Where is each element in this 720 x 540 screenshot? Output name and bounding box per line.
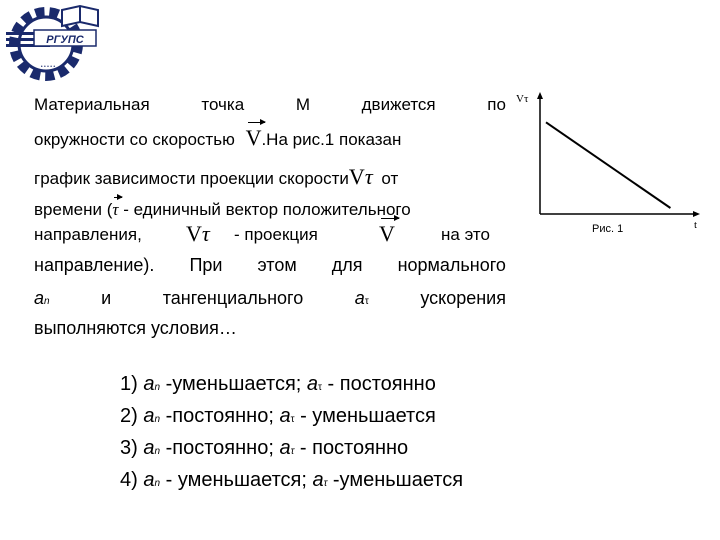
problem-line-6 [34, 255, 506, 276]
tangential-acceleration: aτ [354, 288, 369, 308]
answer-option-4[interactable]: 4) an - уменьшается; aτ -уменьшается [120, 469, 464, 491]
y-axis-arrow [537, 92, 543, 99]
word: Материальная [34, 95, 150, 114]
chart-caption: Рис. 1 [592, 223, 624, 235]
problem-line-3: график зависимости проекции скоростиVτ от [34, 164, 399, 189]
problem-line-2: окружности со скоростью V.На рис.1 показан [34, 125, 506, 151]
answer-option-2[interactable]: 2) an -постоянно; aτ - уменьшается [120, 405, 436, 427]
velocity-chart [510, 90, 710, 240]
tau-unit-vector: τ [112, 200, 118, 220]
v-tau-projection: Vτ [186, 221, 210, 246]
word: движется [361, 95, 436, 114]
word: этом [257, 255, 297, 275]
university-logo [4, 2, 100, 82]
problem-line-8: выполняются условия… [34, 318, 237, 338]
answer-options [120, 370, 463, 498]
word: по [487, 95, 506, 114]
problem-line-5: направления, Vτ - проекция V на это [34, 225, 506, 245]
word: направление). [34, 255, 155, 275]
word: нормального [397, 255, 506, 275]
book-icon [62, 6, 98, 26]
problem-line-4: времени ( τ - единичный вектор положительного [34, 200, 534, 220]
answer-option-3[interactable]: 3) an -постоянно; aτ - постоянно [120, 437, 409, 459]
v-tau: Vτ [348, 164, 373, 189]
problem-line-1 [34, 95, 506, 115]
logo-text: РГУПС [46, 34, 84, 46]
velocity-series-line [546, 122, 670, 208]
word: При [189, 255, 223, 275]
word: М [295, 95, 310, 114]
word: точка [201, 95, 245, 114]
logo-subtext: • • • • • [40, 64, 56, 70]
y-axis-label: Vτ [516, 93, 529, 105]
normal-acceleration: an [34, 288, 50, 308]
problem-line-7: an и тангенциального aτ ускорения [34, 288, 506, 308]
answer-option-1[interactable]: 1) an -уменьшается; aτ - постоянно [120, 373, 436, 395]
x-axis-label: t [694, 219, 698, 231]
x-axis-arrow [693, 211, 700, 217]
velocity-vector: V [246, 125, 262, 151]
v-vector: V [379, 221, 395, 247]
word: для [331, 255, 363, 275]
